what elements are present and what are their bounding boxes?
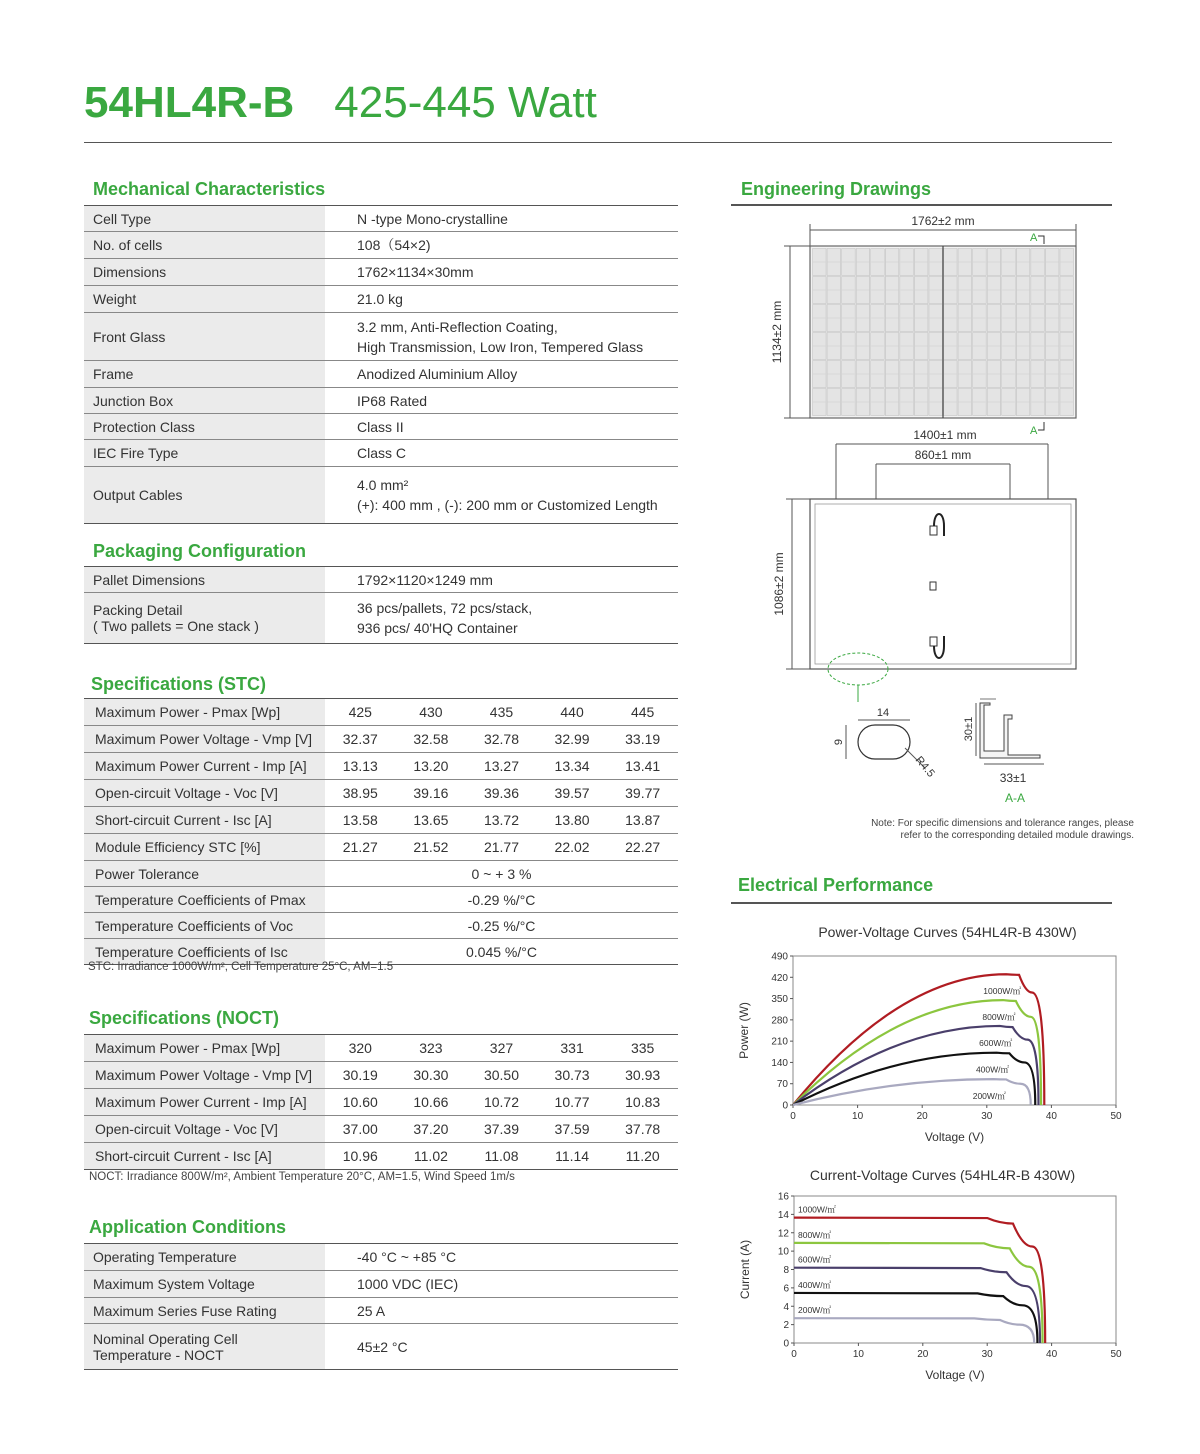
table-cell: 13.20 [413,758,449,774]
pv-chart-title: Power-Voltage Curves (54HL4R-B 430W) [818,924,1077,940]
table-cell: 21.52 [413,839,449,855]
table-row [84,1062,678,1089]
y-tick-label: 0 [783,1338,789,1350]
row-label-line: Maximum Series Fuse Rating [93,1302,277,1319]
row-value [325,286,678,312]
drawing-note-line-2: refer to the corresponding detailed module drawings. [900,830,1134,841]
electrical-title: Electrical Performance [738,875,934,895]
row-label-text: IEC Fire Type [93,445,179,461]
row-value-line: 936 pcs/ 40'HQ Container [357,620,518,636]
row-span-value [325,887,678,912]
table-cell: 425 [348,704,372,720]
x-tick-label: 50 [1110,1349,1122,1360]
table-cell: 11.14 [555,1148,590,1164]
row-value-text: 25 A [357,1302,386,1319]
row-label [84,467,325,523]
row-value-line: IP68 Rated [357,392,428,409]
stc-note: STC: Irradiance 1000W/m², Cell Temperature 25°C, AM=1.5 [88,961,394,973]
mount-inner-label: 860±1 mm [914,448,972,462]
row-label-line: Packing Detail [93,602,183,618]
row-label-text: No. of cells [93,237,163,253]
y-tick-label: 2 [783,1320,789,1332]
table-cell: 11.08 [484,1148,519,1164]
pv-chart [730,948,1130,1158]
y-tick-label: 10 [777,1246,789,1258]
table-row [84,361,678,388]
row-label-text: Cell Type [93,210,152,227]
row-label-line: Temperature - NOCT [93,1346,224,1363]
row-label [84,259,325,285]
table-row [84,467,678,524]
row-value-line: 3.2 mm, Anti-Reflection Coating, [357,318,558,335]
row-label-text: Short-circuit Current - Isc [A] [95,1148,272,1164]
row-value [325,313,678,360]
y-tick-label: 420 [771,972,788,984]
table-cell: 37.00 [342,1121,378,1137]
application-table [84,1243,678,1370]
table-cell: 30.30 [413,1067,449,1083]
row-value [325,361,678,387]
y-tick-label: 8 [783,1265,789,1276]
row-label [84,861,325,886]
frame-profile [980,703,1040,758]
table-row [84,1324,678,1370]
y-axis-label: Current (A) [738,1239,752,1300]
row-label [84,1298,325,1323]
x-tick-label: 30 [981,1111,993,1122]
series-label: 1000W/㎡ [798,1204,836,1215]
drawing-note-line-1: Note: For specific dimensions and tolerance ranges, please [871,818,1134,829]
table-cell: 39.77 [625,785,661,801]
table-cell: 13.27 [483,758,519,774]
row-value-line: 36 pcs/pallets, 72 pcs/stack, [357,600,533,616]
table-cell: 38.95 [342,785,378,801]
table-cell: 13.65 [413,812,449,828]
table-row [84,593,678,644]
row-cells [325,1143,678,1169]
mounting-hole-detail [858,725,910,759]
series-line [794,1318,1034,1343]
table-cell: 327 [489,1040,514,1056]
row-label [84,753,325,779]
hole-width-label: 14 [876,707,890,719]
row-value-line: 21.0 kg [357,291,403,307]
row-label [84,726,325,752]
section-aa-label: A-A [1004,791,1026,805]
hole-height-label: 9 [833,738,845,746]
table-cell: 39.57 [554,785,590,801]
x-tick-label: 50 [1110,1111,1122,1122]
y-tick-label: 350 [771,994,788,1006]
table-row [84,699,678,726]
x-tick-label: 20 [916,1111,928,1122]
table-row [84,388,678,414]
row-label [84,1035,325,1061]
row-value [325,206,678,231]
frame-width-label: 33±1 [999,771,1027,785]
series-label: 200W/㎡ [798,1305,832,1316]
table-row [84,1143,678,1170]
table-cell: 13.72 [483,812,519,828]
iv-chart [730,1188,1130,1393]
table-cell: 21.27 [342,839,378,855]
y-tick-label: 6 [783,1283,789,1295]
series-label: 600W/㎡ [979,1037,1013,1048]
noct-note: NOCT: Irradiance 800W/m², Ambient Temperature 20°C, AM=1.5, Wind Speed 1m/s [89,1171,515,1183]
row-label [84,913,325,938]
table-row [84,807,678,834]
row-label [84,699,325,725]
table-cell: 10.66 [413,1094,449,1110]
packaging-title: Packaging Configuration [93,541,307,561]
row-value-text: -40 °C ~ +85 °C [357,1249,457,1265]
y-tick-label: 0 [782,1100,788,1112]
table-row [84,1116,678,1143]
row-label [84,440,325,466]
row-label-text: Open-circuit Voltage - Voc [V] [95,785,278,801]
table-row [84,780,678,807]
row-cells [325,834,678,860]
series-label: 400W/㎡ [798,1279,832,1290]
row-label [84,780,325,806]
table-row [84,1271,678,1298]
row-value [325,259,678,285]
noct-table [84,1034,678,1170]
noct-title: Specifications (NOCT) [89,1008,280,1028]
table-row [84,259,678,286]
row-label [84,361,325,387]
table-cell: 13.13 [342,758,378,774]
table-cell: 21.77 [483,839,519,855]
table-cell: 435 [489,704,514,720]
y-tick-label: 140 [771,1057,788,1069]
y-tick-label: 14 [777,1209,789,1221]
row-label-text: Module Efficiency STC [%] [95,839,261,855]
table-row [84,440,678,467]
table-row [84,834,678,861]
mount-outer-label: 1400±1 mm [913,428,977,442]
row-label-text: Temperature Coefficients of Pmax [95,891,306,908]
page-title [84,78,597,128]
y-tick-label: 210 [771,1036,788,1048]
iv-chart-title: Current-Voltage Curves (54HL4R-B 430W) [809,1167,1076,1183]
x-axis-label: Voltage (V) [925,1368,985,1382]
row-value-line: 108（54×2) [357,237,431,253]
x-tick-label: 10 [852,1111,864,1122]
row-label [84,286,325,312]
table-row [84,753,678,780]
table-cell: 30.19 [342,1067,378,1083]
series-label: 1000W/㎡ [983,986,1022,997]
table-cell: 22.27 [625,839,661,855]
frame-height-label: 30±1 [963,716,975,742]
y-tick-label: 490 [771,951,788,963]
row-cells [325,699,678,725]
row-label-text: Maximum Power Voltage - Vmp [V] [95,1067,313,1083]
series-label: 800W/㎡ [798,1229,832,1240]
row-label-line: ( Two pallets = One stack ) [93,618,259,634]
y-tick-label: 70 [776,1079,788,1091]
back-height-label: 1086±2 mm [772,552,786,616]
model-name: 54HL4R-B [84,78,295,127]
drawings-rule [731,204,1112,206]
table-cell: 10.96 [342,1148,378,1164]
x-tick-label: 0 [791,1349,797,1360]
row-label-text: Maximum Power - Pmax [Wp] [95,1040,281,1056]
series-label: 200W/㎡ [972,1091,1006,1102]
row-span-value [325,861,678,886]
row-label [84,1116,325,1142]
table-cell: -0.29 %/°C [467,891,536,908]
application-title: Application Conditions [89,1217,286,1237]
section-mark-top: A [1030,232,1038,244]
table-cell: 37.39 [483,1121,519,1137]
stc-table [84,698,678,965]
table-cell: 445 [630,704,655,720]
table-row [84,726,678,753]
row-label [84,206,325,231]
row-value [325,567,678,592]
table-row [84,1035,678,1062]
table-cell: 33.19 [625,731,661,747]
row-label-text: Dimensions [93,264,167,280]
row-label [84,1244,325,1270]
row-label [84,1271,325,1297]
y-tick-label: 4 [783,1301,789,1313]
table-cell: 13.58 [342,812,378,828]
table-cell: 13.34 [554,758,590,774]
row-cells [325,726,678,752]
row-label-text: Temperature Coefficients of Isc [95,943,288,960]
x-axis-label: Voltage (V) [924,1130,985,1144]
row-value-text: 1000 VDC (IEC) [357,1276,459,1292]
row-value-line: Class C [357,445,407,461]
row-value-line: 4.0 mm² [357,477,409,493]
table-cell: 22.02 [554,839,590,855]
row-label-text: Short-circuit Current - Isc [A] [95,812,272,828]
x-tick-label: 10 [852,1349,864,1360]
table-cell: 39.36 [483,785,519,801]
row-label [84,567,325,592]
row-value [325,1298,678,1323]
height-dim-label: 1134±2 mm [770,300,784,364]
mechanical-table [84,205,678,524]
x-tick-label: 20 [917,1349,929,1360]
title-divider [84,142,1112,143]
table-cell: 32.37 [342,731,378,747]
table-cell: 37.20 [413,1121,449,1137]
row-label-line: Operating Temperature [93,1249,237,1265]
row-span-value [325,913,678,938]
table-row [84,286,678,313]
table-cell: 10.83 [625,1094,661,1110]
mechanical-title: Mechanical Characteristics [93,179,326,199]
table-cell: 32.99 [554,731,590,747]
table-cell: 10.77 [554,1094,590,1110]
x-tick-label: 40 [1046,1349,1058,1360]
row-label [84,414,325,439]
row-value-line: Anodized Aluminium Alloy [357,366,518,382]
row-value-line: 1762×1134×30mm [357,264,474,280]
row-label-text: Junction Box [93,392,174,409]
row-label [84,1089,325,1115]
row-value-line: N -type Mono-crystalline [357,210,508,227]
row-value [325,1271,678,1297]
table-row [84,206,678,232]
row-value [325,467,678,523]
table-cell: 323 [419,1040,443,1056]
table-cell: 30.73 [554,1067,590,1083]
table-cell: 39.16 [413,785,449,801]
engineering-drawing [740,208,1140,848]
row-label-text: Power Tolerance [95,865,200,882]
table-cell: 37.59 [554,1121,590,1137]
table-row [84,1298,678,1324]
row-label-text: Output Cables [93,487,183,503]
table-cell: 10.60 [342,1094,378,1110]
row-value [325,593,678,643]
row-label-text: Temperature Coefficients of Voc [95,917,294,934]
table-row [84,861,678,887]
table-row [84,913,678,939]
x-tick-label: 40 [1045,1111,1057,1122]
row-label [84,593,325,643]
table-cell: 32.78 [483,731,519,747]
table-row [84,313,678,361]
table-cell: 13.80 [554,812,590,828]
table-cell: 13.41 [625,758,661,774]
table-cell: 440 [560,704,584,720]
row-label-text: Front Glass [93,328,166,345]
row-label [84,388,325,413]
width-dim-label: 1762±2 mm [911,214,975,228]
row-label-text: Frame [93,366,134,382]
table-row [84,232,678,259]
row-label [84,1062,325,1088]
electrical-rule [731,902,1112,904]
table-cell: 331 [560,1040,584,1056]
table-cell: 13.87 [625,812,661,828]
y-axis-label: Power (W) [737,1002,751,1059]
hole-radius-label: R4.5 [912,754,937,780]
table-row [84,887,678,913]
x-tick-label: 30 [981,1349,993,1360]
row-label [84,834,325,860]
row-label-text: Maximum Power Voltage - Vmp [V] [95,731,313,747]
row-label-line: Nominal Operating Cell [93,1330,238,1347]
table-cell: 30.93 [625,1067,661,1083]
row-label-text: Maximum Power Current - Imp [A] [95,758,307,774]
table-cell: 11.20 [625,1148,660,1164]
row-value-line: Class II [357,418,404,435]
table-row [84,414,678,440]
table-cell: 37.78 [625,1121,661,1137]
row-label-text: Maximum Power - Pmax [Wp] [95,704,281,720]
table-cell: 0.045 %/°C [466,943,537,960]
x-tick-label: 0 [790,1111,796,1122]
row-label-text: Open-circuit Voltage - Voc [V] [95,1121,278,1137]
row-label [84,232,325,258]
wattage-range: 425-445 Watt [334,78,597,127]
series-label: 400W/㎡ [975,1064,1010,1075]
row-value-text: 45±2 °C [357,1338,408,1355]
row-label [84,1324,325,1369]
row-cells [325,1035,678,1061]
table-cell: 30.50 [483,1067,519,1083]
drawings-title: Engineering Drawings [741,179,932,199]
y-tick-label: 16 [777,1191,789,1203]
row-label-text: Protection Class [93,418,195,435]
stc-title: Specifications (STC) [91,674,267,694]
table-row [84,1089,678,1116]
series-label: 800W/㎡ [982,1012,1016,1023]
row-label [84,807,325,833]
table-cell: 0 ~ + 3 % [471,865,532,882]
row-label-line: Pallet Dimensions [93,571,206,588]
table-cell: 10.72 [483,1094,519,1110]
y-tick-label: 280 [771,1015,788,1027]
row-value [325,414,678,439]
series-line [794,1218,1045,1343]
table-cell: 32.58 [413,731,449,747]
row-value-line: 1792×1120×1249 mm [357,571,493,588]
series-label: 600W/㎡ [798,1254,832,1265]
table-cell: -0.25 %/°C [467,917,536,934]
row-label [84,1143,325,1169]
row-value-line: High Transmission, Low Iron, Tempered Glass [357,338,644,355]
table-cell: 430 [419,704,443,720]
row-cells [325,1062,678,1088]
table-row [84,1244,678,1271]
row-label-text: Weight [93,291,137,307]
row-cells [325,1116,678,1142]
row-cells [325,753,678,779]
section-mark-bottom: A [1030,425,1038,437]
row-value [325,388,678,413]
table-cell: 11.02 [413,1148,448,1164]
table-cell: 320 [348,1040,372,1056]
row-value [325,440,678,466]
row-cells [325,1089,678,1115]
row-label-line: Maximum System Voltage [93,1276,255,1292]
row-label [84,313,325,360]
y-tick-label: 12 [777,1228,789,1240]
row-value [325,1244,678,1270]
table-cell: 335 [630,1040,655,1056]
packaging-table [84,566,678,644]
row-label [84,887,325,912]
row-value [325,1324,678,1369]
row-cells [325,807,678,833]
row-value [325,232,678,258]
row-cells [325,780,678,806]
row-label-text: Maximum Power Current - Imp [A] [95,1094,307,1110]
table-row [84,567,678,593]
row-value-line: (+): 400 mm , (-): 200 mm or Customized Length [357,497,658,513]
